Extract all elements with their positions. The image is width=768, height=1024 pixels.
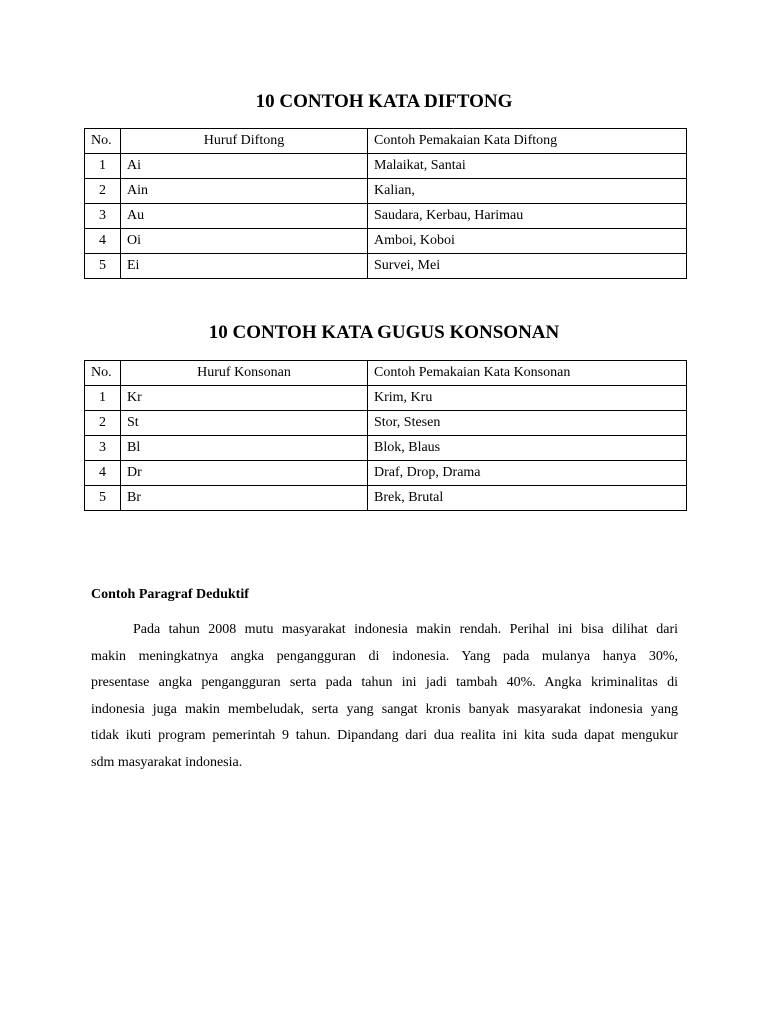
row-no: 2 (85, 179, 121, 204)
paragraph-heading: Contoh Paragraf Deduktif (91, 587, 249, 602)
paragraph-line: Pada tahun 2008 mutu masyarakat indonesia makin rendah. Perihal ini bisa dilihat dari (133, 622, 678, 637)
row-huruf: Dr (121, 461, 368, 486)
header-no: No. (85, 129, 121, 154)
header-no: No. (85, 361, 121, 386)
konsonan-table (84, 360, 687, 511)
table-header-row (85, 361, 687, 386)
table-header-row (85, 129, 687, 154)
row-no: 5 (85, 486, 121, 511)
header-contoh: Contoh Pemakaian Kata Konsonan (368, 361, 687, 386)
row-contoh: Survei, Mei (368, 254, 687, 279)
row-no: 3 (85, 436, 121, 461)
row-huruf: Au (121, 204, 368, 229)
row-no: 2 (85, 411, 121, 436)
paragraph-line: presentase angka pengangguran serta pada tahun ini jadi tambah 40%. Angka kriminalitas di (91, 675, 678, 691)
row-no: 4 (85, 461, 121, 486)
row-huruf: Ai (121, 154, 368, 179)
konsonan-title: 10 CONTOH KATA GUGUS KONSONAN (208, 322, 560, 343)
row-huruf: Kr (121, 386, 368, 411)
paragraph-line: tidak ikuti program pemerintah 9 tahun. Dipandang dari dua realita ini kita suda dapat mengukur (91, 728, 678, 744)
row-huruf: St (121, 411, 368, 436)
row-huruf: Bl (121, 436, 368, 461)
table-row (85, 436, 687, 461)
row-huruf: Ain (121, 179, 368, 204)
paragraph-body (91, 617, 678, 777)
table-row (85, 179, 687, 204)
header-huruf: Huruf Diftong (121, 129, 368, 154)
diftong-table (84, 128, 687, 279)
table-row (85, 486, 687, 511)
diftong-title: 10 CONTOH KATA DIFTONG (255, 91, 513, 112)
row-contoh: Malaikat, Santai (368, 154, 687, 179)
table-row (85, 154, 687, 179)
table-row (85, 204, 687, 229)
row-huruf: Br (121, 486, 368, 511)
table-row (85, 386, 687, 411)
table-row (85, 411, 687, 436)
row-no: 1 (85, 386, 121, 411)
row-no: 1 (85, 154, 121, 179)
paragraph-line: sdm masyarakat indonesia. (91, 754, 243, 770)
row-huruf: Oi (121, 229, 368, 254)
table-row (85, 229, 687, 254)
row-contoh: Blok, Blaus (368, 436, 687, 461)
row-no: 5 (85, 254, 121, 279)
table-row (85, 254, 687, 279)
header-contoh: Contoh Pemakaian Kata Diftong (368, 129, 687, 154)
paragraph-line: indonesia juga makin membeludak, serta yang sangat kronis banyak masyarakat indonesia yang (91, 701, 678, 717)
row-contoh: Saudara, Kerbau, Harimau (368, 204, 687, 229)
row-no: 3 (85, 204, 121, 229)
row-no: 4 (85, 229, 121, 254)
header-huruf: Huruf Konsonan (121, 361, 368, 386)
row-contoh: Draf, Drop, Drama (368, 461, 687, 486)
row-contoh: Kalian, (368, 179, 687, 204)
row-huruf: Ei (121, 254, 368, 279)
table-row (85, 461, 687, 486)
row-contoh: Amboi, Koboi (368, 229, 687, 254)
row-contoh: Brek, Brutal (368, 486, 687, 511)
row-contoh: Krim, Kru (368, 386, 687, 411)
row-contoh: Stor, Stesen (368, 411, 687, 436)
paragraph-line: makin meningkatnya angka pengangguran di indonesia. Yang pada mulanya hanya 30%, (91, 648, 678, 664)
